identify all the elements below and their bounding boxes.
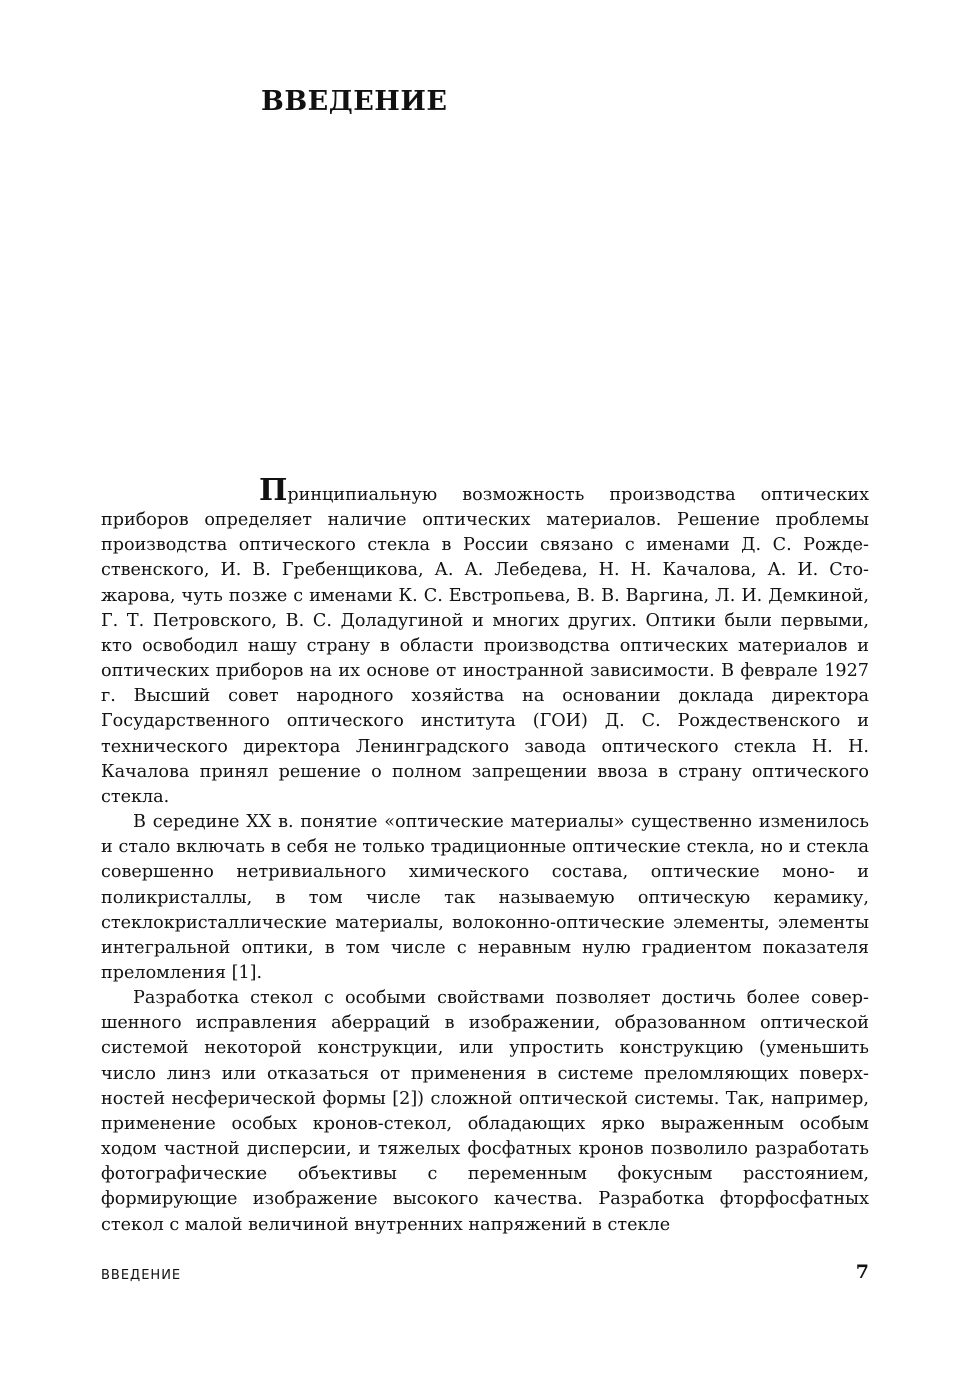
running-footer-title: ВВЕДЕНИЕ xyxy=(101,1268,182,1283)
drop-cap: П xyxy=(259,473,288,508)
chapter-title: ВВЕДЕНИЕ xyxy=(261,86,448,117)
paragraph-3: Разработка стекол с особыми свойствами позволяет достичь более совершенного исправления аберраций в изображении, образованном оптической системой некоторой конструкции, или упростить конструкцию (уменьшить число линз или отказаться от применения в системе преломляющих поверхностей несферической формы [2]) сложной оптической системы. Так, например, применение особых кронов-стекол, обладающих ярко выраженным особым ходом частной дисперсии, и тяжелых фосфатных кронов позволило разработать фотографические объективы с переменным фокусным расстоянием, формирующие изображение высокого качества. Разработка фторфосфатных стекол с малой величиной внутренних напряжений в стекле xyxy=(101,988,869,1235)
page-number: 7 xyxy=(855,1261,869,1283)
paragraph-1-text: ринципиальную возможность производства оптических приборов определяет наличие оптических материалов. Решение проблемы производства оптического стекла в России связано с именами Д. С. Рождественского, И. В. Гребенщикова, А. А. Лебедева, Н. Н. Качалова, А. И. Стожарова, чуть позже с именами К. С. Евстропьева, В. В. Варгина, Л. И. Демкиной, Г. Т. Петровского, В. С. Доладугиной и многих других. Оптики были первыми, кто освободил нашу страну в области производства оптических материалов и оптических приборов на их основе от иностранной зависимости. В феврале 1927 г. Высший совет народного хозяйства на основании доклада директора Государственного оптического института (ГОИ) Д. С. Рождественского и технического директора Ленинградского завода оптического стекла Н. Н. Качалова принял решение о полном запрещении ввоза в страну оптического стекла. xyxy=(101,485,869,807)
body-text xyxy=(101,473,869,1238)
paragraph-1 xyxy=(101,473,869,810)
paragraph-2: В середине XX в. понятие «оптические материалы» существенно изменилось и стало включать в себя не только традиционные оптические стекла, но и стекла совершенно нетривиального химического состава, оптические моно- и поликристаллы, в том числе так называемую оптическую керамику, стеклокристаллические материалы, волоконно-оптические элементы, элементы интегральной оптики, в том числе с неравным нулю градиентом показателя преломления [1]. xyxy=(101,812,869,983)
